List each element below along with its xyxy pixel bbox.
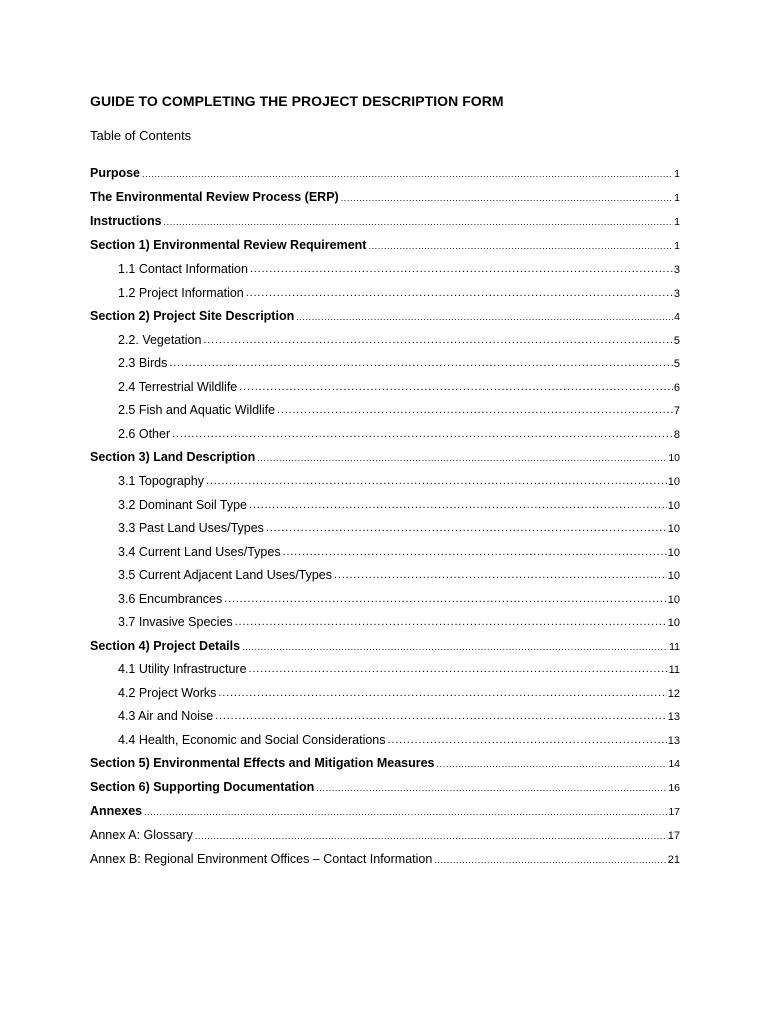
toc-entry-label: 3.1 Topography [118, 474, 204, 488]
toc-entry[interactable] [90, 750, 680, 770]
dot-leader [341, 191, 673, 201]
toc-entry[interactable] [90, 421, 680, 441]
toc-entry[interactable] [90, 586, 680, 606]
dot-leader [164, 215, 674, 225]
toc-entry-label: The Environmental Review Process (ERP) [90, 190, 339, 204]
toc-entry-page-number: 12 [667, 688, 680, 700]
dot-leader [224, 593, 667, 603]
toc-entry-label: 2.6 Other [118, 427, 171, 441]
toc-entry[interactable] [90, 208, 680, 228]
dot-leader [266, 522, 667, 532]
dot-leader [172, 428, 673, 438]
toc-entry-page-number: 10 [667, 523, 680, 535]
toc-entry-page-number: 4 [674, 311, 680, 323]
toc-entry[interactable] [90, 703, 680, 723]
toc-entry-page-number: 7 [673, 405, 680, 417]
dot-leader [388, 734, 667, 744]
toc-entry-page-number: 3 [673, 288, 680, 300]
toc-entry[interactable] [90, 397, 680, 417]
toc-entry-label: 3.7 Invasive Species [118, 615, 233, 629]
toc-entry-page-number: 10 [668, 452, 680, 464]
toc-entry[interactable] [90, 539, 680, 559]
toc-entry-page-number: 10 [667, 547, 680, 559]
dot-leader [195, 829, 667, 839]
toc-entry[interactable] [90, 727, 680, 747]
toc-entry-label: Section 3) Land Description [90, 450, 256, 464]
toc-entry[interactable] [90, 468, 680, 488]
dot-leader [249, 663, 668, 673]
toc-entry[interactable] [90, 492, 680, 512]
dot-leader [142, 167, 673, 177]
toc-entry-label: Section 4) Project Details [90, 639, 241, 653]
toc-entry-page-number: 1 [674, 168, 680, 180]
toc-entry[interactable] [90, 846, 680, 866]
dot-leader [239, 381, 673, 391]
toc-entry-label: 1.1 Contact Information [118, 262, 248, 276]
dot-leader [434, 853, 666, 863]
toc-entry-label: 2.2. Vegetation [118, 333, 202, 347]
toc-entry-label: 2.3 Birds [118, 356, 168, 370]
dot-leader [206, 475, 667, 485]
dot-leader [246, 287, 673, 297]
toc-entry-label: 3.4 Current Land Uses/Types [118, 545, 281, 559]
toc-entry-label: Section 6) Supporting Documentation [90, 780, 315, 794]
dot-leader [296, 310, 673, 320]
toc-entry[interactable] [90, 184, 680, 204]
dot-leader [169, 357, 673, 367]
toc-entry-page-number: 10 [667, 617, 680, 629]
dot-leader [218, 687, 666, 697]
toc-entry[interactable] [90, 609, 680, 629]
dot-leader [277, 404, 673, 414]
dot-leader [203, 334, 672, 344]
toc-entry-label: Annexes [90, 804, 143, 818]
toc-entry-page-number: 10 [667, 594, 680, 606]
toc-entry-page-number: 6 [673, 382, 680, 394]
toc-entry-label: 1.2 Project Information [118, 286, 244, 300]
toc-entry-page-number: 8 [673, 429, 680, 441]
toc-entry[interactable] [90, 798, 680, 818]
toc-entry[interactable] [90, 444, 680, 464]
toc-entry-label: 3.3 Past Land Uses/Types [118, 521, 264, 535]
toc-entry-page-number: 11 [668, 664, 680, 676]
toc-entry-page-number: 5 [673, 358, 680, 370]
toc-entry-page-number: 3 [673, 264, 680, 276]
toc-entry-page-number: 13 [667, 711, 680, 723]
toc-entry[interactable] [90, 374, 680, 394]
dot-leader [242, 640, 668, 650]
toc-entry-label: 2.5 Fish and Aquatic Wildlife [118, 403, 276, 417]
toc-entry[interactable] [90, 633, 680, 653]
dot-leader [283, 546, 667, 556]
document-title: GUIDE TO COMPLETING THE PROJECT DESCRIPTION FORM [90, 93, 504, 109]
dot-leader [215, 710, 667, 720]
toc-entry-label: 4.1 Utility Infrastructure [118, 662, 247, 676]
toc-entry-label: 3.6 Encumbrances [118, 592, 223, 606]
toc-entry-label: 3.5 Current Adjacent Land Uses/Types [118, 568, 333, 582]
toc-entry-label: 4.2 Project Works [118, 686, 217, 700]
toc-entry-page-number: 17 [667, 830, 680, 842]
toc-entry-page-number: 10 [667, 500, 680, 512]
dot-leader [235, 616, 667, 626]
toc-entry-label: 3.2 Dominant Soil Type [118, 498, 248, 512]
toc-entry[interactable] [90, 232, 680, 252]
toc-heading: Table of Contents [90, 128, 192, 143]
toc-entry[interactable] [90, 303, 680, 323]
dot-leader [257, 451, 667, 461]
toc-entry-page-number: 14 [668, 758, 680, 770]
toc-entry-label: 4.4 Health, Economic and Social Considerations [118, 733, 386, 747]
toc-entry[interactable] [90, 680, 680, 700]
toc-entry[interactable] [90, 350, 680, 370]
toc-entry-label: Purpose [90, 166, 141, 180]
toc-entry[interactable] [90, 822, 680, 842]
toc-entry-page-number: 10 [667, 476, 680, 488]
toc-entry-label: Annex B: Regional Environment Offices – Contact Information [90, 852, 433, 866]
toc-entry[interactable] [90, 515, 680, 535]
toc-entry-label: Instructions [90, 214, 162, 228]
dot-leader [316, 781, 667, 791]
toc-entry-page-number: 11 [669, 641, 680, 653]
dot-leader [144, 805, 667, 815]
toc-entry-label: 2.4 Terrestrial Wildlife [118, 380, 238, 394]
toc-entry-label: Section 5) Environmental Effects and Mitigation Measures [90, 756, 435, 770]
toc-entry-label: Section 2) Project Site Description [90, 309, 295, 323]
dot-leader [437, 757, 668, 767]
toc-entry-page-number: 1 [674, 192, 680, 204]
toc-entry[interactable] [90, 562, 680, 582]
toc-entry-page-number: 5 [673, 335, 680, 347]
dot-leader [368, 239, 673, 249]
toc-entry[interactable] [90, 160, 680, 180]
toc-entry-page-number: 17 [668, 806, 680, 818]
toc-entry-page-number: 21 [667, 854, 680, 866]
toc-entry-page-number: 16 [668, 782, 680, 794]
toc-entry-page-number: 10 [667, 570, 680, 582]
toc-entry-page-number: 1 [674, 240, 680, 252]
toc-entry-label: Section 1) Environmental Review Requirement [90, 238, 367, 252]
dot-leader [334, 569, 667, 579]
toc-entry-label: Annex A: Glossary [90, 828, 193, 842]
dot-leader [249, 499, 667, 509]
dot-leader [250, 263, 673, 273]
toc-entry-page-number: 1 [674, 216, 680, 228]
toc-entry-label: 4.3 Air and Noise [118, 709, 214, 723]
toc-entry[interactable] [90, 256, 680, 276]
toc-entry[interactable] [90, 327, 680, 347]
toc-entry[interactable] [90, 774, 680, 794]
toc-entry[interactable] [90, 280, 680, 300]
toc-entry-page-number: 13 [667, 735, 680, 747]
toc-entry[interactable] [90, 656, 680, 676]
